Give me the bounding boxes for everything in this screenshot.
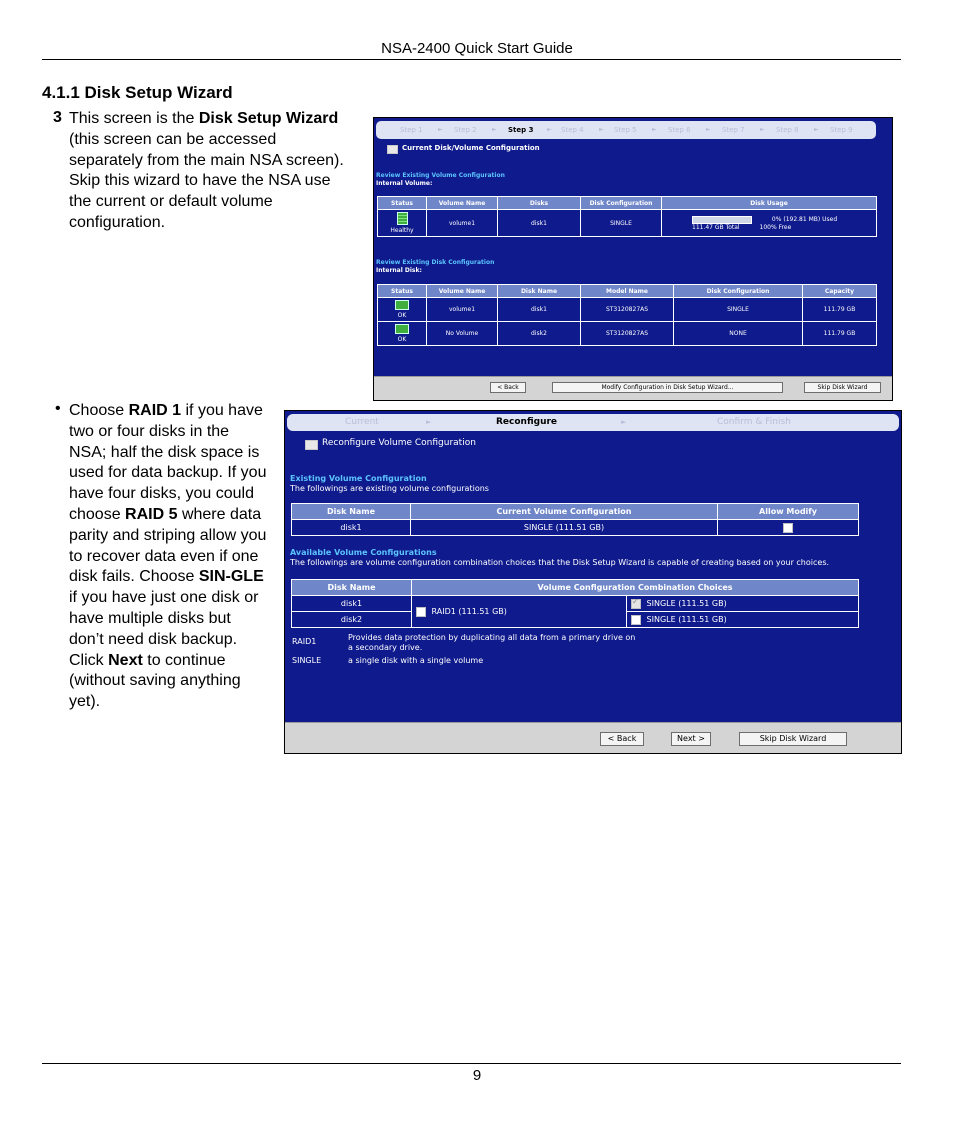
modify-configuration-button[interactable]: Modify Configuration in Disk Setup Wizard... <box>552 382 783 393</box>
wizard-step-current: Current <box>345 417 379 427</box>
disk-ok-icon <box>395 324 409 334</box>
table-header-row <box>292 504 859 520</box>
usage-free: 100% Free <box>759 223 792 231</box>
wizard-title: Current Disk/Volume Configuration <box>402 144 540 152</box>
wizard-step-6: Step 6 <box>668 126 691 134</box>
bold-term: SIN-GLE <box>198 568 264 586</box>
text-run: This screen is the <box>69 110 199 127</box>
usage-cell <box>662 210 877 237</box>
model-name-cell: ST3120827AS <box>581 322 674 346</box>
running-header: NSA-2400 Quick Start Guide <box>381 40 573 57</box>
capacity-cell: 111.79 GB <box>803 322 877 346</box>
wizard-step-4: Step 4 <box>561 126 584 134</box>
single1-checkbox[interactable] <box>631 599 641 609</box>
legend-description: a single disk with a single volume <box>348 656 484 665</box>
usage-bar <box>692 216 752 224</box>
step-number: 3 <box>53 109 62 126</box>
button-bar <box>374 376 892 401</box>
bold-term: Disk Setup Wizard <box>198 110 339 127</box>
button-bar <box>285 722 901 754</box>
legend-description: Provides data protection by duplicating all data from a primary drive on <box>348 633 636 642</box>
wizard-step-7: Step 7 <box>722 126 745 134</box>
column-header: Volume Configuration Combination Choices <box>412 580 859 596</box>
disk-table <box>377 284 877 346</box>
available-section-heading: Available Volume Configurations <box>290 548 437 557</box>
header-rule <box>42 59 901 60</box>
text-run: (this screen can be accessed separately from the main NSA screen). Skip this wizard to have the NSA use the current or default volume configuration. <box>69 130 344 231</box>
allow-modify-cell <box>718 520 859 536</box>
disk-name-cell: disk2 <box>292 612 412 628</box>
disk-ok-icon <box>395 300 409 310</box>
status-text: OK <box>397 336 407 343</box>
raid1-choice-cell <box>412 596 627 628</box>
config-cell: NONE <box>674 322 803 346</box>
healthy-volume-icon <box>397 212 408 225</box>
single2-checkbox[interactable] <box>631 615 641 625</box>
folder-icon <box>305 440 318 450</box>
wizard-step-1: Step 1 <box>400 126 423 134</box>
bold-term: RAID 1 <box>128 402 182 419</box>
current-config-screenshot <box>373 117 893 401</box>
disk-section-subheading: Internal Disk: <box>376 267 422 274</box>
wizard-step-reconfigure: Reconfigure <box>496 417 558 427</box>
table-row <box>292 596 859 612</box>
disk-name-cell: disk1 <box>498 298 581 322</box>
usage-used: 0% (192.81 MB) Used <box>771 216 838 223</box>
step-arrow-icon: ► <box>547 126 552 133</box>
legend-term: RAID1 <box>292 637 317 646</box>
wizard-title: Reconfigure Volume Configuration <box>322 438 476 448</box>
volume-table <box>377 196 877 237</box>
bold-term: Next <box>108 651 143 669</box>
table-row <box>378 322 877 346</box>
wizard-step-bar <box>287 414 899 431</box>
table-row <box>292 520 859 536</box>
skip-disk-wizard-button[interactable]: Skip Disk Wizard <box>739 732 847 746</box>
wizard-step-9: Step 9 <box>830 126 853 134</box>
bullet-marker: • <box>55 400 61 417</box>
page-number: 9 <box>472 1067 482 1084</box>
legend-term: SINGLE <box>292 656 322 665</box>
section-title: 4.1.1 Disk Setup Wizard <box>42 83 233 102</box>
step-arrow-icon: ► <box>706 126 711 133</box>
raid1-choice-label: RAID1 (111.51 GB) <box>431 607 507 616</box>
available-configs-table <box>291 579 859 628</box>
capacity-cell: 111.79 GB <box>803 298 877 322</box>
step-arrow-icon: ► <box>492 126 497 133</box>
disk-name-cell: disk1 <box>292 596 412 612</box>
volume-section-heading: Review Existing Volume Configuration <box>376 172 505 179</box>
column-header: Model Name <box>581 285 674 298</box>
column-header: Volume Name <box>427 285 498 298</box>
status-text: Healthy <box>390 227 414 234</box>
reconfigure-screenshot <box>284 410 902 754</box>
column-header: Current Volume Configuration <box>411 504 718 520</box>
column-header: Disk Name <box>498 285 581 298</box>
model-name-cell: ST3120827AS <box>581 298 674 322</box>
bold-term: RAID 5 <box>125 505 178 523</box>
step3-paragraph <box>69 109 354 234</box>
text-run: where data parity and striping allow you to recover data even if one disk fails. Choose <box>69 505 267 586</box>
status-cell <box>378 210 427 237</box>
step-arrow-icon: ► <box>438 126 443 133</box>
volume-name-cell: volume1 <box>427 210 498 237</box>
disk-section-heading: Review Existing Disk Configuration <box>376 259 495 266</box>
column-header: Status <box>378 285 427 298</box>
volume-name-cell: volume1 <box>427 298 498 322</box>
column-header: Capacity <box>803 285 877 298</box>
existing-section-subheading: The followings are existing volume configurations <box>290 484 489 493</box>
column-header: Disk Configuration <box>581 197 662 210</box>
step-arrow-icon: ► <box>426 418 432 426</box>
wizard-step-3: Step 3 <box>508 126 534 134</box>
disk-name-cell: disk2 <box>498 322 581 346</box>
column-header: Volume Name <box>427 197 498 210</box>
config-cell: SINGLE <box>581 210 662 237</box>
table-header-row <box>378 197 877 210</box>
bullet-paragraph <box>69 401 269 713</box>
status-cell <box>378 322 427 346</box>
status-text: OK <box>397 312 407 319</box>
text-run: if you have two or four disks in the NSA; half the disk space is used for data backup. If you have four disks, you could choose <box>69 402 267 523</box>
wizard-step-8: Step 8 <box>776 126 799 134</box>
step-arrow-icon: ► <box>599 126 604 133</box>
config-cell: SINGLE <box>674 298 803 322</box>
text-run: Choose <box>69 402 129 419</box>
available-section-subheading: The followings are volume configuration combination choices that the Disk Setup Wizard is capable of creating based on your choices. <box>290 558 830 567</box>
back-button[interactable]: < Back <box>600 732 644 746</box>
column-header: Disk Configuration <box>674 285 803 298</box>
folder-icon <box>387 145 398 154</box>
existing-section-heading: Existing Volume Configuration <box>290 474 427 483</box>
step-arrow-icon: ► <box>652 126 657 133</box>
single1-choice-label: SINGLE (111.51 GB) <box>646 599 727 608</box>
current-config-cell: SINGLE (111.51 GB) <box>411 520 718 536</box>
column-header: Status <box>378 197 427 210</box>
column-header: Disk Name <box>292 580 412 596</box>
single1-choice-cell <box>627 596 859 612</box>
volume-section-subheading: Internal Volume: <box>376 180 433 187</box>
volume-name-cell: No Volume <box>427 322 498 346</box>
table-row <box>378 210 877 237</box>
text-run: to continue (without saving anything yet). <box>69 651 241 711</box>
next-button[interactable]: Next > <box>671 732 711 746</box>
back-button[interactable]: < Back <box>490 382 526 393</box>
table-row <box>378 298 877 322</box>
footer-rule <box>42 1063 901 1064</box>
wizard-step-5: Step 5 <box>614 126 637 134</box>
text-run: if you have just one disk or have multiple disks but don’t need disk backup. Click <box>69 589 259 669</box>
column-header: Disk Usage <box>662 197 877 210</box>
usage-total: 111.47 GB Total <box>692 223 740 231</box>
table-header-row <box>292 580 859 596</box>
disk-name-cell: disk1 <box>292 520 411 536</box>
column-header: Disks <box>498 197 581 210</box>
single2-choice-cell <box>627 612 859 628</box>
column-header: Allow Modify <box>718 504 859 520</box>
allow-modify-checkbox[interactable] <box>783 523 793 533</box>
table-header-row <box>378 285 877 298</box>
single2-choice-label: SINGLE (111.51 GB) <box>646 615 727 624</box>
wizard-step-confirm: Confirm & Finish <box>717 417 791 427</box>
skip-disk-wizard-button[interactable]: Skip Disk Wizard <box>804 382 881 393</box>
disks-cell: disk1 <box>498 210 581 237</box>
wizard-step-bar <box>376 121 876 139</box>
existing-volume-table <box>291 503 859 536</box>
step-arrow-icon: ► <box>760 126 765 133</box>
legend-description: a secondary drive. <box>348 643 423 652</box>
step-arrow-icon: ► <box>621 418 627 426</box>
column-header: Disk Name <box>292 504 411 520</box>
status-cell <box>378 298 427 322</box>
raid1-checkbox[interactable] <box>416 607 426 617</box>
wizard-step-2: Step 2 <box>454 126 477 134</box>
step-arrow-icon: ► <box>814 126 819 133</box>
